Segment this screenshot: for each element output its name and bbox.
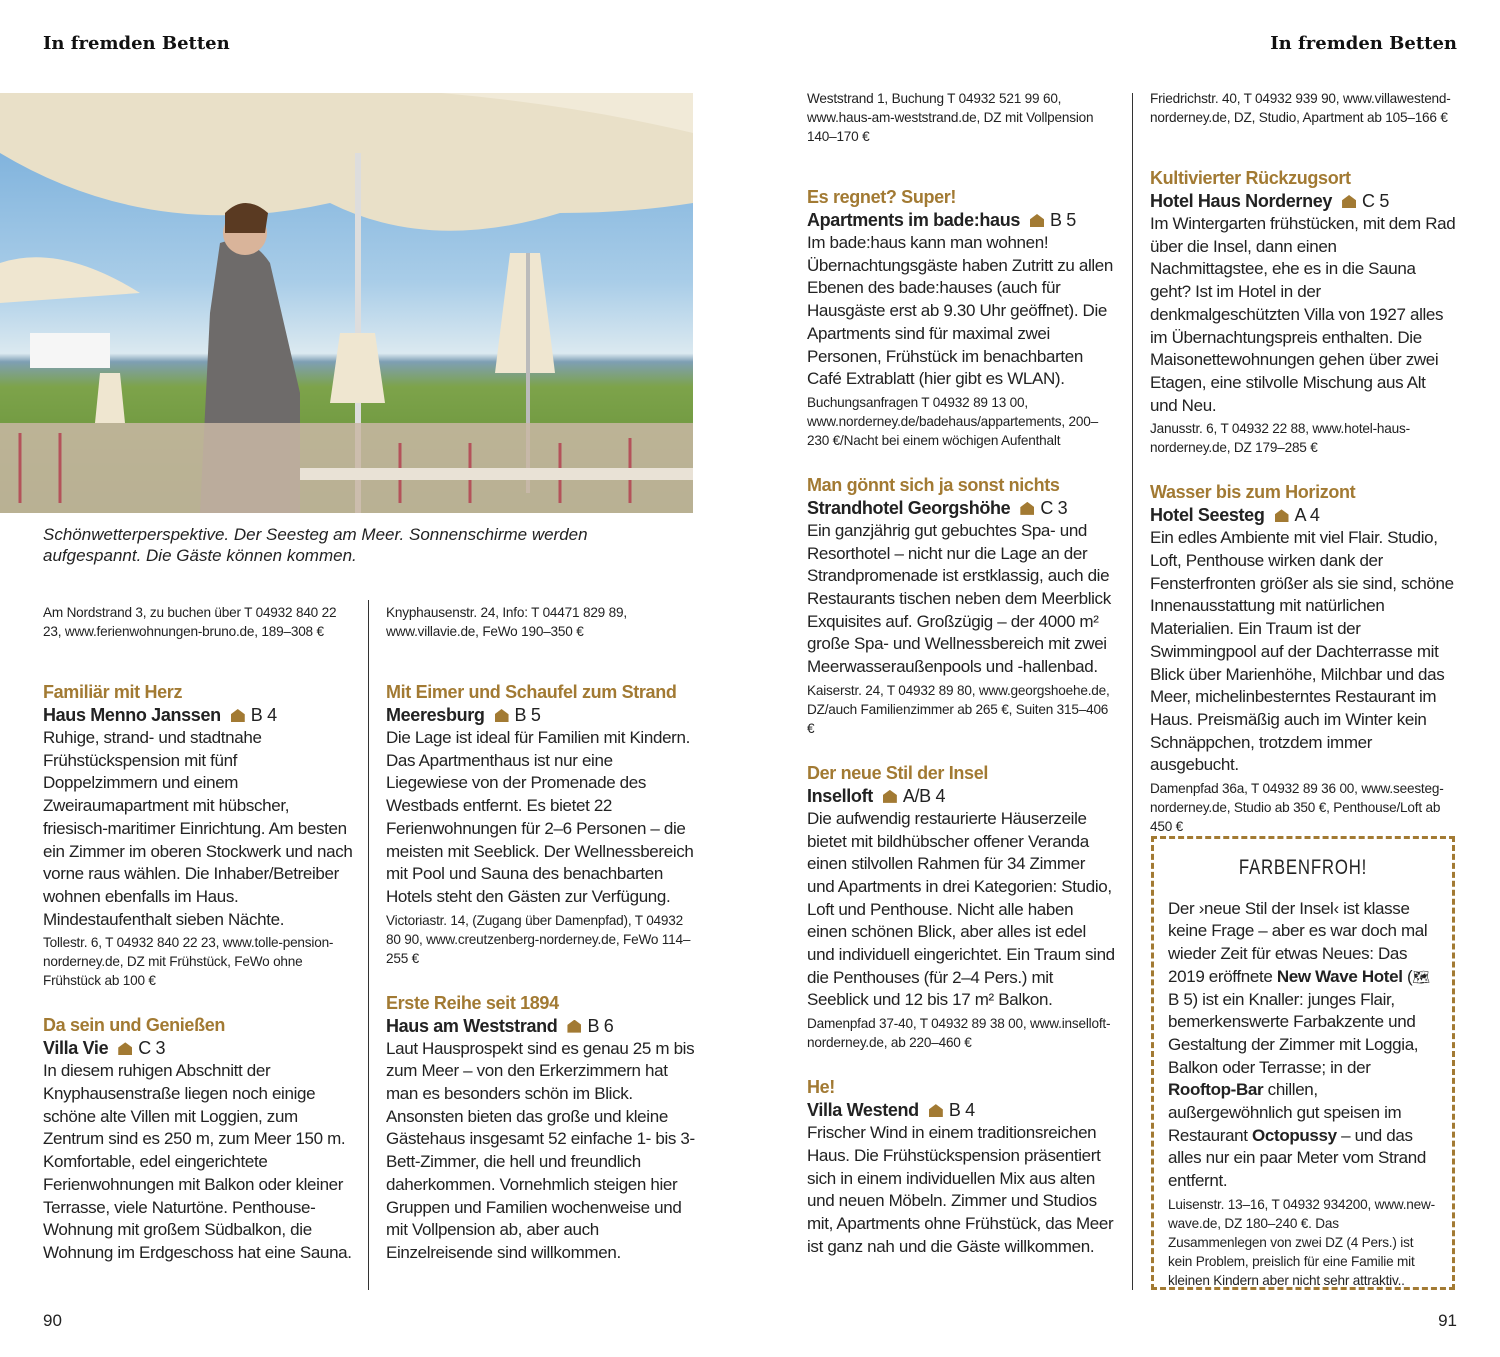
house-icon bbox=[1275, 509, 1289, 522]
restaurant-name: Octopussy bbox=[1252, 1125, 1337, 1145]
hotel-name: Haus am Weststrand bbox=[386, 1015, 558, 1036]
column-1 bbox=[43, 603, 353, 1289]
farbenfroh-info-box bbox=[1151, 836, 1455, 1290]
entry-info: Damenpfad 36a, T 04932 89 36 00, www.seesteg-norderney.de, Studio ab 350 €, Penthouse/Loft ab 450 € bbox=[1150, 781, 1444, 835]
accommodation-entry bbox=[807, 762, 1115, 1052]
box-text-part: chillen, außergewöhnlich gut speisen im Restaurant bbox=[1168, 1080, 1402, 1145]
map-ref: A 4 bbox=[1294, 505, 1320, 526]
house-icon bbox=[929, 1104, 943, 1117]
hotel-name: Hotel Haus Norderney bbox=[1150, 191, 1333, 211]
hotel-name: Apartments im bade:haus bbox=[807, 210, 1020, 230]
entry-title bbox=[807, 1099, 1115, 1122]
column-2 bbox=[386, 603, 696, 1289]
running-head-right: In fremden Betten bbox=[1270, 33, 1457, 54]
entry-title bbox=[807, 785, 1115, 808]
map-ref: B 6 bbox=[587, 1015, 614, 1036]
box-text-part: ( bbox=[1402, 966, 1413, 986]
map-ref: B 4 bbox=[948, 1100, 975, 1121]
entry-info: Am Nordstrand 3, zu buchen über T 04932 840 22 23, www.ferienwohnungen-bruno.de, 189–308 € bbox=[43, 605, 337, 639]
hotel-name: Villa Vie bbox=[43, 1038, 109, 1059]
hotel-name: Meeresburg bbox=[386, 705, 485, 725]
running-head-left: In fremden Betten bbox=[43, 33, 230, 54]
accommodation-entry bbox=[807, 474, 1115, 738]
box-text bbox=[1168, 898, 1438, 1193]
entry-body: Frischer Wind in einem traditionsreichen Haus. Die Frühstückspension präsentiert sich in einem individuellen Mix aus alten und neuen Möbeln. Zimmer und Studios mit, Apartments ohne Frühstück, das Meer ist ganz nah und die Gäste willkommen. bbox=[807, 1123, 1114, 1256]
accommodation-entry bbox=[807, 186, 1115, 450]
hotel-name: Inselloft bbox=[807, 785, 873, 806]
hotel-name: Strandhotel Georgshöhe bbox=[807, 497, 1011, 518]
entry-info: Victoriastr. 14, (Zugang über Damenpfad), T 04932 80 90, www.creutzenberg-norderney.de, FeWo 114–255 € bbox=[386, 912, 691, 966]
column-3 bbox=[807, 89, 1115, 1282]
entry-body: Im bade:haus kann man wohnen! Übernachtungsgäste haben Zutritt zu allen Ebenen des bade:hauses (auch für Hausgäste erst ab 9.30 Uhr geöffnet). Die Apartments sind für maximal zwei Personen, Frühstück im benachbarten Café Extrablatt (hier gibt es WLAN). bbox=[807, 233, 1114, 389]
hotel-name: Villa Westend bbox=[807, 1100, 919, 1121]
entry-info: Weststrand 1, Buchung T 04932 521 99 60, www.haus-am-weststrand.de, DZ mit Vollpension 140–170 € bbox=[807, 91, 1094, 144]
entry-body: In diesem ruhigen Abschnitt der Knyphausenstraße liegen noch einige schöne alte Villen mit Loggien, zum Zentrum sind es 250 m, zum Meer 150 m. Komfortable, edel eingerichtete Ferienwohnungen mit Balkon oder kleiner Terrasse, viele Naturtöne. Penthouse-Wohnung mit großem Südbalkon, die Wohnung im Erdgeschoss hat eine Sauna. bbox=[43, 1061, 352, 1262]
entry-title bbox=[43, 704, 353, 727]
entry-title bbox=[386, 704, 696, 727]
entry-heading: Kultivierter Rückzugsort bbox=[1150, 168, 1351, 188]
entry-heading: Wasser bis zum Horizont bbox=[1150, 482, 1356, 503]
house-icon bbox=[567, 1020, 581, 1033]
entry-heading: Es regnet? Super! bbox=[807, 187, 957, 207]
entry-body: Die Lage ist ideal für Familien mit Kindern. Das Apartmenthaus ist nur eine Liegewiese von der Promenade des Westbads entfernt. Es bietet 22 Ferienwohnungen für 2–6 Personen – die meisten mit Seeblick. Der Wellnessbereich mit Pool und Sauna des benachbarten Hotels steht den Gästen zur Verfügung. bbox=[386, 728, 694, 906]
entry-body: Die aufwendig restaurierte Häuserzeile bietet mit bildhübscher offener Veranda einen stilvollen Rahmen für 34 Zimmer und Apartments in drei Kategorien: Studio, Loft und Penthouse. Nicht alle haben einen schönen Blick, aber alles ist edel und individuell eingerichtet. Ein Traum sind die Penthouses (für 2–4 Pers.) mit Seeblick und 12 bis 17 m² Balkon. bbox=[807, 808, 1115, 1010]
entry-body: Ein edles Ambiente mit viel Flair. Studio, Loft, Penthouse wirken dank der Fensterfronten größer als sie sind, schöne Innenausstattung mit natürlichen Materialien. Ein Traum ist der Swimmingpool auf der Dachterrasse mit Blick über Marienhöhe, Milchbar und das Meer, michelinbesterntes Restaurant im Haus. Preismäßig auch im Winter kein Schnäppchen, trotzdem immer ausgebucht. bbox=[1150, 528, 1454, 775]
accommodation-entry bbox=[43, 681, 353, 990]
photo-caption: Schönwetterperspektive. Der Seesteg am Meer. Sonnenschirme werden aufgespannt. Die Gäste können kommen. bbox=[43, 525, 588, 565]
hotel-name: Hotel Seesteg bbox=[1150, 505, 1265, 526]
box-text-part: Der ›neue Stil der Insel‹ ist klasse keine Frage – aber es war doch mal wieder Zeit für etwas Neues: Das 2019 eröffnete bbox=[1168, 898, 1428, 986]
entry-body: Ruhige, strand- und stadtnahe Frühstückspension mit fünf Doppelzimmern und einem Zweiraumapartment mit hübscher, friesisch-maritimer Einrichtung. Am besten ein Zimmer im oberen Stockwerk und nach vorne raus wählen. Die Inhaber/Betreiber wohnen ebenfalls im Haus. Mindestaufenthalt sieben Nächte. bbox=[43, 728, 353, 929]
entry-info: Knyphausenstr. 24, Info: T 04471 829 89, www.villavie.de, FeWo 190–350 € bbox=[386, 605, 627, 639]
page-number-left: 90 bbox=[43, 1311, 62, 1330]
map-ref: C 5 bbox=[1362, 191, 1390, 211]
map-ref: A/B 4 bbox=[902, 785, 946, 806]
entry-title bbox=[1150, 190, 1456, 213]
house-icon bbox=[231, 709, 245, 722]
column-divider bbox=[1132, 93, 1133, 1290]
photo-seesteg-umbrellas bbox=[0, 93, 693, 513]
house-icon bbox=[118, 1042, 132, 1055]
map-ref: B 5 bbox=[514, 705, 541, 725]
entry-info: Damenpfad 37-40, T 04932 89 38 00, www.inselloft-norderney.de, ab 220–460 € bbox=[807, 1016, 1111, 1051]
entry-heading: Man gönnt sich ja sonst nichts bbox=[807, 474, 1060, 495]
entry-info: Janusstr. 6, T 04932 22 88, www.hotel-haus-norderney.de, DZ 179–285 € bbox=[1150, 421, 1410, 456]
map-icon: 🗺︎ bbox=[1412, 968, 1430, 985]
accommodation-entry bbox=[807, 1076, 1115, 1258]
entry-heading: Der neue Stil der Insel bbox=[807, 762, 989, 783]
box-info: Luisenstr. 13–16, T 04932 934200, www.new-wave.de, DZ 180–240 €. Das Zusammenlegen von zwei DZ (4 Pers.) ist kein Problem, preislich für eine Familie mit kleinen Kindern aber nicht sehr attraktiv.. bbox=[1168, 1196, 1435, 1288]
entry-heading: Familiär mit Herz bbox=[43, 682, 183, 702]
map-ref: B 4 bbox=[250, 705, 277, 725]
house-icon bbox=[1020, 502, 1034, 515]
entry-title bbox=[807, 497, 1115, 520]
page-number-right: 91 bbox=[1438, 1311, 1457, 1330]
house-icon bbox=[883, 790, 897, 803]
box-text-part: ) ist ein Knaller: junges Flair, bemerkenswerte Farbakzente und Gestaltung der Zimmer mit Loggia, Balkon oder Terrasse; in der bbox=[1168, 989, 1419, 1077]
entry-title bbox=[386, 1015, 696, 1038]
hotel-name: New Wave Hotel bbox=[1276, 966, 1403, 986]
column-divider bbox=[368, 600, 369, 1290]
bar-name: Rooftop-Bar bbox=[1168, 1080, 1264, 1100]
entry-info: Tollestr. 6, T 04932 840 22 23, www.tolle-pension-norderney.de, DZ mit Frühstück, FeWo ohne Frühstück ab 100 € bbox=[43, 935, 334, 989]
entry-heading: He! bbox=[807, 1077, 835, 1098]
house-icon bbox=[495, 709, 509, 722]
box-text-part: – und das alles nur ein paar Meter vom Strand entfernt. bbox=[1168, 1125, 1426, 1191]
accommodation-entry bbox=[386, 681, 696, 968]
entry-body: Ein ganzjährig gut gebuchtes Spa- und Resorthotel – nicht nur die Lage an der Strandpromenade ist erstklassig, auch die Restaurants tischen neben dem Meerblick Exquisites auf. Großzügig – der 4000 m² große Spa- und Wellnessbereich mit zwei Meerwasseraußenpools und -hallenbad. bbox=[807, 520, 1111, 677]
map-ref: B 5 bbox=[1168, 989, 1193, 1009]
entry-info: Buchungsanfragen T 04932 89 13 00, www.norderney.de/badehaus/appartements, 200–230 €/Nacht bei einem wöchigen Aufenthalt bbox=[807, 394, 1098, 448]
entry-title bbox=[43, 1037, 353, 1060]
map-ref: C 3 bbox=[138, 1038, 166, 1059]
accommodation-entry bbox=[1150, 167, 1456, 457]
entry-title bbox=[807, 209, 1115, 232]
entry-title bbox=[1150, 504, 1456, 527]
entry-info: Friedrichstr. 40, T 04932 939 90, www.villawestend-norderney.de, DZ, Studio, Apartment ab 105–166 € bbox=[1150, 91, 1451, 125]
accommodation-entry bbox=[43, 1014, 353, 1264]
box-title: FARBENFROH! bbox=[1238, 856, 1368, 879]
column-4 bbox=[1150, 89, 1456, 860]
entry-heading: Da sein und Genießen bbox=[43, 1015, 226, 1036]
accommodation-entry bbox=[386, 992, 696, 1265]
entry-body: Im Wintergarten frühstücken, mit dem Rad über die Insel, dann einen Nachmittagstee, ehe es in die Sauna geht? Ist im Hotel in der denkmalgeschützten Villa von 1927 alles im Übernachtungspreis enthalten. Die Maisonettewohnungen gehen über zwei Etagen, eine stilvolle Mischung aus Alt und Neu. bbox=[1150, 214, 1456, 415]
house-icon bbox=[1342, 195, 1356, 208]
entry-heading: Mit Eimer und Schaufel zum Strand bbox=[386, 682, 677, 702]
entry-info: Kaiserstr. 24, T 04932 89 80, www.georgshoehe.de, DZ/auch Familienzimmer ab 265 €, Suiten 315–406 € bbox=[807, 682, 1110, 736]
map-ref: C 3 bbox=[1040, 497, 1068, 518]
accommodation-entry bbox=[1150, 481, 1456, 836]
house-icon bbox=[1030, 214, 1044, 227]
entry-heading: Erste Reihe seit 1894 bbox=[386, 992, 559, 1013]
hotel-name: Haus Menno Janssen bbox=[43, 705, 221, 725]
map-ref: B 5 bbox=[1050, 210, 1076, 230]
entry-body: Laut Hausprospekt sind es genau 25 m bis zum Meer – von den Erkerzimmern hat man es besonders schön im Blick. Ansonsten bieten das große und kleine Gästehaus insgesamt 52 einfache 1- bis 3-Bett-Zimmer, die hell und freundlich daherkommen. Vornehmlich steigen hier Gruppen und Familien wochenweise und mit Vollpension ab, aber auch Einzelreisende sind willkommen. bbox=[386, 1038, 695, 1262]
